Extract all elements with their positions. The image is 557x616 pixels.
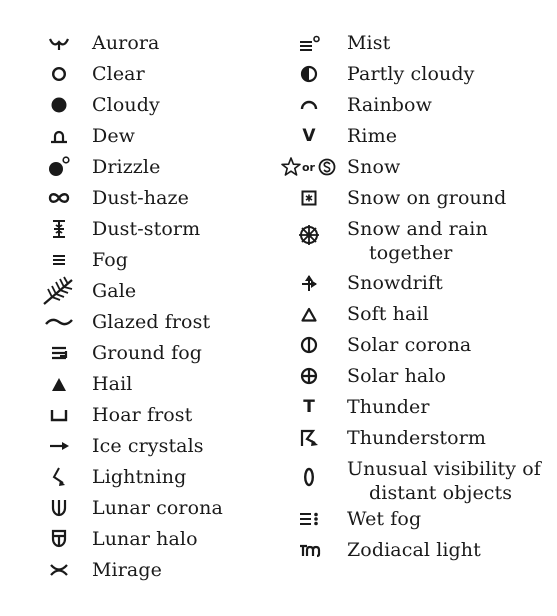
hoar-frost-icon — [38, 403, 80, 427]
legend-item — [285, 31, 547, 62]
dew-icon — [38, 124, 80, 148]
lunar-corona-icon — [38, 496, 80, 520]
legend-label: Rime — [347, 125, 398, 147]
legend-label: Glazed frost — [92, 311, 211, 333]
mist-icon — [285, 31, 333, 55]
legend-column-right — [285, 31, 547, 569]
legend-item — [38, 279, 268, 310]
legend-item — [38, 527, 268, 558]
legend-label-line2: together — [369, 242, 453, 264]
dust-haze-icon — [38, 186, 80, 210]
snow-on-ground-icon — [285, 186, 333, 210]
legend-label: Thunder — [347, 396, 430, 418]
legend-item — [285, 302, 547, 333]
clear-icon — [38, 62, 80, 86]
cloudy-icon — [38, 93, 80, 117]
legend-label: Mist — [347, 32, 391, 54]
thunder-icon: T — [303, 397, 315, 417]
legend-item — [38, 341, 268, 372]
legend-label — [347, 457, 541, 505]
legend-item — [38, 31, 268, 62]
legend-label: Solar corona — [347, 334, 472, 356]
legend-item — [38, 558, 268, 589]
legend-item — [38, 496, 268, 527]
legend-label: Snowdrift — [347, 272, 443, 294]
legend-item — [38, 93, 268, 124]
legend-column-left — [38, 31, 268, 589]
legend-label: Cloudy — [92, 94, 160, 116]
solar-halo-icon — [285, 364, 333, 388]
legend-item — [285, 538, 547, 569]
legend-label: Rainbow — [347, 94, 432, 116]
legend-label: Ground fog — [92, 342, 203, 364]
snow-icon — [285, 155, 333, 179]
legend-label: Zodiacal light — [347, 539, 481, 561]
thunderstorm-icon — [285, 426, 333, 450]
legend-item — [285, 333, 547, 364]
unusual-visibility-icon — [285, 457, 333, 497]
drizzle-icon — [38, 155, 80, 179]
soft-hail-icon — [285, 302, 333, 326]
legend-item — [285, 271, 547, 302]
legend-item — [285, 457, 547, 507]
snowdrift-icon — [285, 271, 333, 295]
legend-item — [38, 372, 268, 403]
legend-label: Soft hail — [347, 303, 429, 325]
legend-item — [38, 248, 268, 279]
legend-label: Dew — [92, 125, 136, 147]
legend-label-line1: Unusual visibility of — [347, 458, 541, 480]
legend-item — [285, 186, 547, 217]
legend-label: Ice crystals — [92, 435, 204, 457]
legend-label: Gale — [92, 280, 137, 302]
legend-item — [38, 155, 268, 186]
legend-label: Hail — [92, 373, 133, 395]
legend-label: Aurora — [92, 32, 160, 54]
legend-label: Wet fog — [347, 508, 422, 530]
legend-item — [38, 434, 268, 465]
legend-label: Lunar halo — [92, 528, 198, 550]
legend-item — [285, 93, 547, 124]
snow-and-rain-icon — [285, 217, 333, 253]
legend-item — [38, 310, 268, 341]
legend-label: Mirage — [92, 559, 162, 581]
legend-label: Clear — [92, 63, 145, 85]
snow-or-text: or — [302, 161, 315, 174]
legend-label: Drizzle — [92, 156, 161, 178]
legend-label: Dust-haze — [92, 187, 189, 209]
lunar-halo-icon — [38, 527, 80, 551]
legend-label: Partly cloudy — [347, 63, 475, 85]
gale-icon — [38, 279, 80, 303]
rainbow-icon — [285, 93, 333, 117]
legend-item — [285, 124, 547, 155]
partly-cloudy-icon — [285, 62, 333, 86]
wet-fog-icon — [285, 507, 333, 531]
legend-label: Dust-storm — [92, 218, 201, 240]
legend-label-line1: Snow and rain — [347, 218, 488, 240]
ground-fog-icon — [38, 341, 80, 365]
ice-crystals-icon — [38, 434, 80, 458]
legend-item — [285, 155, 547, 186]
legend-label: Hoar frost — [92, 404, 193, 426]
aurora-icon — [38, 31, 80, 55]
glazed-frost-icon — [38, 310, 80, 334]
fog-icon — [38, 248, 80, 272]
legend-item — [38, 124, 268, 155]
legend-label: Lunar corona — [92, 497, 223, 519]
legend-label: Fog — [92, 249, 129, 271]
legend-item — [38, 186, 268, 217]
mirage-icon — [38, 558, 80, 582]
legend-label: Lightning — [92, 466, 187, 488]
hail-icon — [38, 372, 80, 396]
legend-item — [285, 217, 547, 271]
legend-label: Solar halo — [347, 365, 447, 387]
dust-storm-icon — [38, 217, 80, 241]
legend-item — [285, 395, 547, 426]
legend-label: Snow on ground — [347, 187, 507, 209]
lightning-icon — [38, 465, 80, 489]
legend-label: Snow — [347, 156, 401, 178]
legend-item — [285, 507, 547, 538]
legend-item — [38, 62, 268, 93]
solar-corona-icon — [285, 333, 333, 357]
rime-icon: V — [302, 126, 316, 146]
legend-item — [285, 364, 547, 395]
legend-item — [285, 426, 547, 457]
legend-item — [38, 403, 268, 434]
legend-label — [347, 217, 488, 265]
legend-item — [38, 465, 268, 496]
legend-label: Thunderstorm — [347, 427, 486, 449]
legend-item — [38, 217, 268, 248]
zodiacal-light-icon — [285, 538, 333, 562]
legend-item — [285, 62, 547, 93]
legend-label-line2: distant objects — [369, 482, 513, 504]
